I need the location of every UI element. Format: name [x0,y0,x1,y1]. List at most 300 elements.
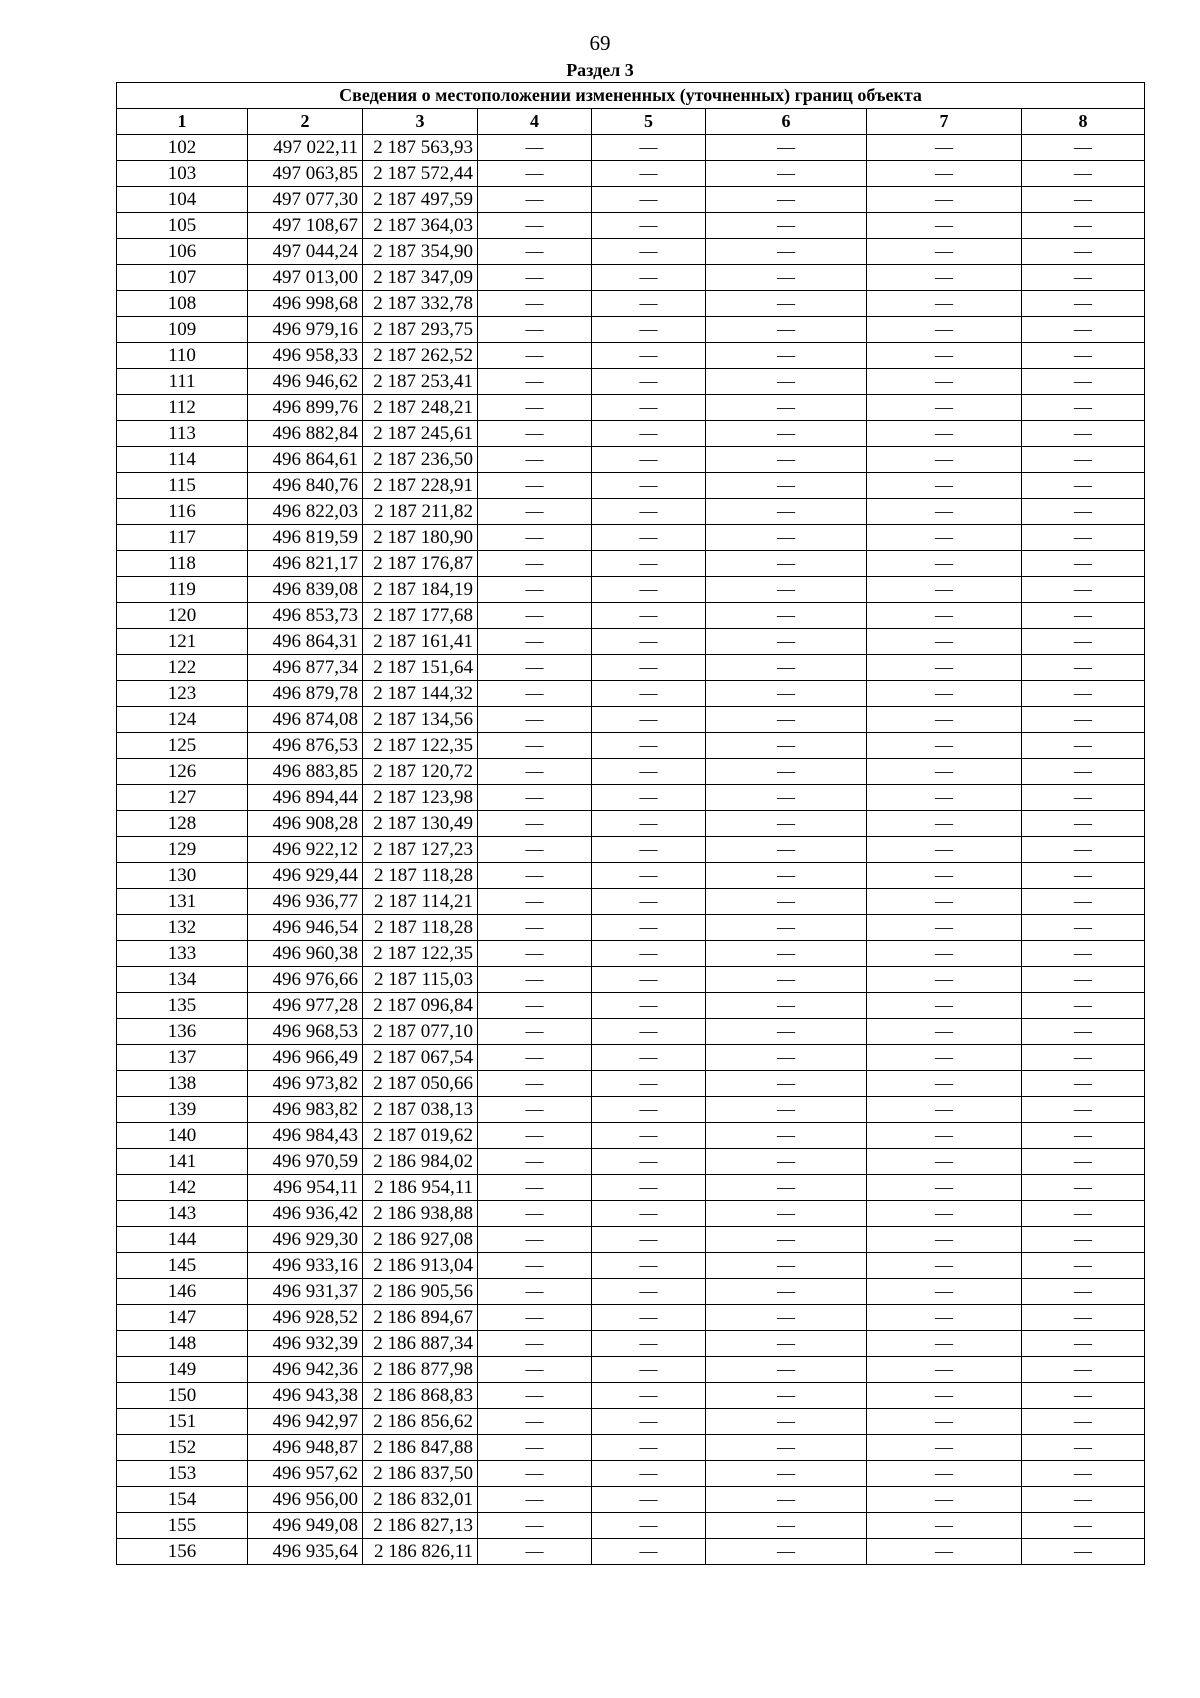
empty-value-cell: — [592,1383,706,1409]
empty-value-cell: — [592,785,706,811]
empty-value-cell: — [592,1045,706,1071]
empty-value-cell: — [867,889,1022,915]
point-number-cell: 149 [117,1357,248,1383]
empty-value-cell: — [1022,655,1145,681]
empty-value-cell: — [478,1019,592,1045]
point-number-cell: 109 [117,317,248,343]
x-coordinate-cell: 496 864,31 [248,629,363,655]
x-coordinate-cell: 496 928,52 [248,1305,363,1331]
x-coordinate-cell: 496 984,43 [248,1123,363,1149]
empty-value-cell: — [867,1045,1022,1071]
empty-value-cell: — [1022,525,1145,551]
section-title: Раздел 3 [566,60,634,80]
x-coordinate-cell: 496 998,68 [248,291,363,317]
table-row [117,1071,1145,1097]
y-coordinate-cell: 2 187 364,03 [363,213,478,239]
empty-value-cell: — [1022,551,1145,577]
empty-value-cell: — [867,655,1022,681]
empty-value-cell: — [706,577,867,603]
empty-value-cell: — [478,1487,592,1513]
empty-value-cell: — [592,1539,706,1565]
empty-value-cell: — [706,655,867,681]
empty-value-cell: — [706,421,867,447]
empty-value-cell: — [592,1201,706,1227]
empty-value-cell: — [478,1357,592,1383]
x-coordinate-cell: 496 929,44 [248,863,363,889]
x-coordinate-cell: 496 983,82 [248,1097,363,1123]
empty-value-cell: — [706,1331,867,1357]
point-number-cell: 138 [117,1071,248,1097]
empty-value-cell: — [1022,1071,1145,1097]
table-row [117,499,1145,525]
empty-value-cell: — [592,1253,706,1279]
empty-value-cell: — [867,265,1022,291]
point-number-cell: 144 [117,1227,248,1253]
empty-value-cell: — [478,473,592,499]
empty-value-cell: — [1022,863,1145,889]
empty-value-cell: — [478,1539,592,1565]
empty-value-cell: — [478,317,592,343]
empty-value-cell: — [592,265,706,291]
x-coordinate-cell: 496 949,08 [248,1513,363,1539]
empty-value-cell: — [592,759,706,785]
empty-value-cell: — [1022,733,1145,759]
point-number-cell: 106 [117,239,248,265]
point-number-cell: 143 [117,1201,248,1227]
table-row [117,603,1145,629]
empty-value-cell: — [592,1149,706,1175]
table-row [117,1227,1145,1253]
empty-value-cell: — [478,187,592,213]
empty-value-cell: — [867,1149,1022,1175]
empty-value-cell: — [592,343,706,369]
empty-value-cell: — [706,1513,867,1539]
y-coordinate-cell: 2 186 913,04 [363,1253,478,1279]
x-coordinate-cell: 496 931,37 [248,1279,363,1305]
empty-value-cell: — [867,837,1022,863]
empty-value-cell: — [867,707,1022,733]
empty-value-cell: — [867,967,1022,993]
table-row [117,811,1145,837]
column-header-row [117,109,1145,135]
empty-value-cell: — [478,1279,592,1305]
empty-value-cell: — [706,1071,867,1097]
point-number-cell: 114 [117,447,248,473]
empty-value-cell: — [478,343,592,369]
empty-value-cell: — [478,967,592,993]
y-coordinate-cell: 2 186 826,11 [363,1539,478,1565]
y-coordinate-cell: 2 187 184,19 [363,577,478,603]
empty-value-cell: — [478,499,592,525]
table-row [117,369,1145,395]
table-row [117,473,1145,499]
empty-value-cell: — [592,941,706,967]
empty-value-cell: — [706,1539,867,1565]
empty-value-cell: — [867,135,1022,161]
empty-value-cell: — [592,1019,706,1045]
empty-value-cell: — [478,1123,592,1149]
y-coordinate-cell: 2 186 905,56 [363,1279,478,1305]
empty-value-cell: — [592,447,706,473]
empty-value-cell: — [1022,915,1145,941]
empty-value-cell: — [867,395,1022,421]
x-coordinate-cell: 497 063,85 [248,161,363,187]
point-number-cell: 102 [117,135,248,161]
empty-value-cell: — [867,1279,1022,1305]
empty-value-cell: — [867,499,1022,525]
empty-value-cell: — [1022,1383,1145,1409]
x-coordinate-cell: 496 864,61 [248,447,363,473]
table-row [117,1045,1145,1071]
point-number-cell: 140 [117,1123,248,1149]
empty-value-cell: — [867,1357,1022,1383]
table-row [117,1461,1145,1487]
empty-value-cell: — [867,1539,1022,1565]
empty-value-cell: — [1022,395,1145,421]
point-number-cell: 122 [117,655,248,681]
empty-value-cell: — [592,1331,706,1357]
point-number-cell: 134 [117,967,248,993]
empty-value-cell: — [592,915,706,941]
empty-value-cell: — [867,1097,1022,1123]
empty-value-cell: — [478,1253,592,1279]
empty-value-cell: — [867,681,1022,707]
empty-value-cell: — [867,1227,1022,1253]
y-coordinate-cell: 2 187 115,03 [363,967,478,993]
x-coordinate-cell: 496 879,78 [248,681,363,707]
table-row [117,239,1145,265]
y-coordinate-cell: 2 187 077,10 [363,1019,478,1045]
empty-value-cell: — [867,1175,1022,1201]
y-coordinate-cell: 2 186 827,13 [363,1513,478,1539]
y-coordinate-cell: 2 186 837,50 [363,1461,478,1487]
empty-value-cell: — [478,1097,592,1123]
table-row [117,1331,1145,1357]
empty-value-cell: — [478,1201,592,1227]
x-coordinate-cell: 496 942,97 [248,1409,363,1435]
empty-value-cell: — [478,1409,592,1435]
y-coordinate-cell: 2 187 050,66 [363,1071,478,1097]
point-number-cell: 146 [117,1279,248,1305]
empty-value-cell: — [706,1435,867,1461]
point-number-cell: 111 [117,369,248,395]
empty-value-cell: — [1022,1487,1145,1513]
empty-value-cell: — [867,1331,1022,1357]
empty-value-cell: — [706,1279,867,1305]
empty-value-cell: — [867,551,1022,577]
empty-value-cell: — [706,343,867,369]
point-number-cell: 137 [117,1045,248,1071]
empty-value-cell: — [478,733,592,759]
empty-value-cell: — [867,447,1022,473]
table-row [117,889,1145,915]
empty-value-cell: — [867,525,1022,551]
empty-value-cell: — [592,863,706,889]
empty-value-cell: — [592,213,706,239]
empty-value-cell: — [1022,1513,1145,1539]
empty-value-cell: — [706,759,867,785]
y-coordinate-cell: 2 187 180,90 [363,525,478,551]
empty-value-cell: — [592,1461,706,1487]
x-coordinate-cell: 496 882,84 [248,421,363,447]
y-coordinate-cell: 2 186 832,01 [363,1487,478,1513]
empty-value-cell: — [867,369,1022,395]
empty-value-cell: — [867,1253,1022,1279]
empty-value-cell: — [1022,1123,1145,1149]
y-coordinate-cell: 2 186 954,11 [363,1175,478,1201]
point-number-cell: 151 [117,1409,248,1435]
x-coordinate-cell: 496 956,00 [248,1487,363,1513]
empty-value-cell: — [592,967,706,993]
empty-value-cell: — [478,759,592,785]
x-coordinate-cell: 496 948,87 [248,1435,363,1461]
y-coordinate-cell: 2 187 236,50 [363,447,478,473]
empty-value-cell: — [592,837,706,863]
table-row [117,317,1145,343]
table-caption-row [117,83,1145,109]
empty-value-cell: — [867,603,1022,629]
empty-value-cell: — [592,1409,706,1435]
empty-value-cell: — [478,993,592,1019]
empty-value-cell: — [706,213,867,239]
empty-value-cell: — [706,1045,867,1071]
y-coordinate-cell: 2 186 887,34 [363,1331,478,1357]
empty-value-cell: — [1022,811,1145,837]
y-coordinate-cell: 2 186 938,88 [363,1201,478,1227]
table-row [117,1201,1145,1227]
x-coordinate-cell: 496 977,28 [248,993,363,1019]
empty-value-cell: — [478,551,592,577]
x-coordinate-cell: 496 883,85 [248,759,363,785]
point-number-cell: 155 [117,1513,248,1539]
empty-value-cell: — [706,551,867,577]
point-number-cell: 124 [117,707,248,733]
empty-value-cell: — [706,837,867,863]
empty-value-cell: — [1022,1409,1145,1435]
empty-value-cell: — [1022,317,1145,343]
empty-value-cell: — [1022,889,1145,915]
x-coordinate-cell: 496 876,53 [248,733,363,759]
x-coordinate-cell: 496 822,03 [248,499,363,525]
empty-value-cell: — [706,239,867,265]
x-coordinate-cell: 496 908,28 [248,811,363,837]
empty-value-cell: — [478,1513,592,1539]
empty-value-cell: — [867,1019,1022,1045]
empty-value-cell: — [867,213,1022,239]
empty-value-cell: — [1022,1357,1145,1383]
empty-value-cell: — [592,681,706,707]
table-row [117,967,1145,993]
empty-value-cell: — [592,603,706,629]
point-number-cell: 148 [117,1331,248,1357]
empty-value-cell: — [706,1175,867,1201]
empty-value-cell: — [706,1383,867,1409]
empty-value-cell: — [706,1149,867,1175]
y-coordinate-cell: 2 187 332,78 [363,291,478,317]
empty-value-cell: — [706,317,867,343]
table-body [117,135,1145,1565]
table-row [117,551,1145,577]
empty-value-cell: — [867,577,1022,603]
empty-value-cell: — [478,369,592,395]
x-coordinate-cell: 496 894,44 [248,785,363,811]
column-header: 4 [478,109,592,135]
empty-value-cell: — [478,135,592,161]
empty-value-cell: — [478,1461,592,1487]
x-coordinate-cell: 496 968,53 [248,1019,363,1045]
empty-value-cell: — [1022,1539,1145,1565]
x-coordinate-cell: 496 877,34 [248,655,363,681]
empty-value-cell: — [478,395,592,421]
empty-value-cell: — [478,1305,592,1331]
empty-value-cell: — [1022,135,1145,161]
y-coordinate-cell: 2 186 927,08 [363,1227,478,1253]
empty-value-cell: — [867,1383,1022,1409]
table-row [117,1409,1145,1435]
table-row [117,655,1145,681]
x-coordinate-cell: 496 821,17 [248,551,363,577]
empty-value-cell: — [706,811,867,837]
empty-value-cell: — [1022,187,1145,213]
empty-value-cell: — [867,993,1022,1019]
table-row [117,265,1145,291]
empty-value-cell: — [1022,941,1145,967]
point-number-cell: 129 [117,837,248,863]
empty-value-cell: — [706,1487,867,1513]
empty-value-cell: — [1022,1097,1145,1123]
y-coordinate-cell: 2 187 120,72 [363,759,478,785]
empty-value-cell: — [706,941,867,967]
empty-value-cell: — [478,863,592,889]
table-row [117,629,1145,655]
empty-value-cell: — [592,1097,706,1123]
y-coordinate-cell: 2 187 211,82 [363,499,478,525]
y-coordinate-cell: 2 187 248,21 [363,395,478,421]
x-coordinate-cell: 496 929,30 [248,1227,363,1253]
table-row [117,1513,1145,1539]
empty-value-cell: — [867,1123,1022,1149]
y-coordinate-cell: 2 187 177,68 [363,603,478,629]
empty-value-cell: — [592,525,706,551]
y-coordinate-cell: 2 187 151,64 [363,655,478,681]
empty-value-cell: — [592,551,706,577]
x-coordinate-cell: 496 899,76 [248,395,363,421]
empty-value-cell: — [1022,967,1145,993]
empty-value-cell: — [1022,1279,1145,1305]
point-number-cell: 107 [117,265,248,291]
table-row [117,1383,1145,1409]
y-coordinate-cell: 2 187 262,52 [363,343,478,369]
empty-value-cell: — [592,369,706,395]
empty-value-cell: — [478,161,592,187]
x-coordinate-cell: 496 839,08 [248,577,363,603]
empty-value-cell: — [706,1461,867,1487]
point-number-cell: 130 [117,863,248,889]
empty-value-cell: — [706,473,867,499]
empty-value-cell: — [706,629,867,655]
table-row [117,707,1145,733]
point-number-cell: 125 [117,733,248,759]
empty-value-cell: — [867,473,1022,499]
empty-value-cell: — [478,603,592,629]
x-coordinate-cell: 496 946,54 [248,915,363,941]
x-coordinate-cell: 496 973,82 [248,1071,363,1097]
empty-value-cell: — [478,525,592,551]
empty-value-cell: — [867,1305,1022,1331]
empty-value-cell: — [1022,1331,1145,1357]
y-coordinate-cell: 2 187 144,32 [363,681,478,707]
x-coordinate-cell: 496 853,73 [248,603,363,629]
y-coordinate-cell: 2 187 563,93 [363,135,478,161]
table-row [117,291,1145,317]
empty-value-cell: — [592,889,706,915]
x-coordinate-cell: 496 946,62 [248,369,363,395]
table-row [117,421,1145,447]
empty-value-cell: — [592,1175,706,1201]
table-row [117,1097,1145,1123]
table-caption: Сведения о местоположении измененных (уточненных) границ объекта [117,83,1145,109]
empty-value-cell: — [867,317,1022,343]
empty-value-cell: — [706,291,867,317]
empty-value-cell: — [867,1409,1022,1435]
table-row [117,785,1145,811]
point-number-cell: 127 [117,785,248,811]
empty-value-cell: — [478,889,592,915]
empty-value-cell: — [592,317,706,343]
empty-value-cell: — [592,239,706,265]
empty-value-cell: — [706,1123,867,1149]
y-coordinate-cell: 2 186 847,88 [363,1435,478,1461]
table-row [117,1123,1145,1149]
x-coordinate-cell: 496 966,49 [248,1045,363,1071]
y-coordinate-cell: 2 187 572,44 [363,161,478,187]
empty-value-cell: — [1022,1201,1145,1227]
column-header: 6 [706,109,867,135]
empty-value-cell: — [1022,603,1145,629]
empty-value-cell: — [706,1201,867,1227]
empty-value-cell: — [867,629,1022,655]
table-row [117,135,1145,161]
empty-value-cell: — [1022,369,1145,395]
point-number-cell: 104 [117,187,248,213]
empty-value-cell: — [706,967,867,993]
empty-value-cell: — [592,1227,706,1253]
x-coordinate-cell: 497 077,30 [248,187,363,213]
empty-value-cell: — [1022,1149,1145,1175]
empty-value-cell: — [478,811,592,837]
y-coordinate-cell: 2 186 877,98 [363,1357,478,1383]
table-row [117,213,1145,239]
empty-value-cell: — [592,473,706,499]
empty-value-cell: — [706,447,867,473]
empty-value-cell: — [478,1175,592,1201]
point-number-cell: 123 [117,681,248,707]
empty-value-cell: — [706,863,867,889]
empty-value-cell: — [1022,785,1145,811]
point-number-cell: 133 [117,941,248,967]
empty-value-cell: — [592,1123,706,1149]
empty-value-cell: — [706,265,867,291]
table-row [117,1357,1145,1383]
empty-value-cell: — [1022,421,1145,447]
empty-value-cell: — [867,1513,1022,1539]
empty-value-cell: — [867,343,1022,369]
empty-value-cell: — [478,447,592,473]
x-coordinate-cell: 496 970,59 [248,1149,363,1175]
empty-value-cell: — [1022,837,1145,863]
empty-value-cell: — [867,1071,1022,1097]
x-coordinate-cell: 496 874,08 [248,707,363,733]
